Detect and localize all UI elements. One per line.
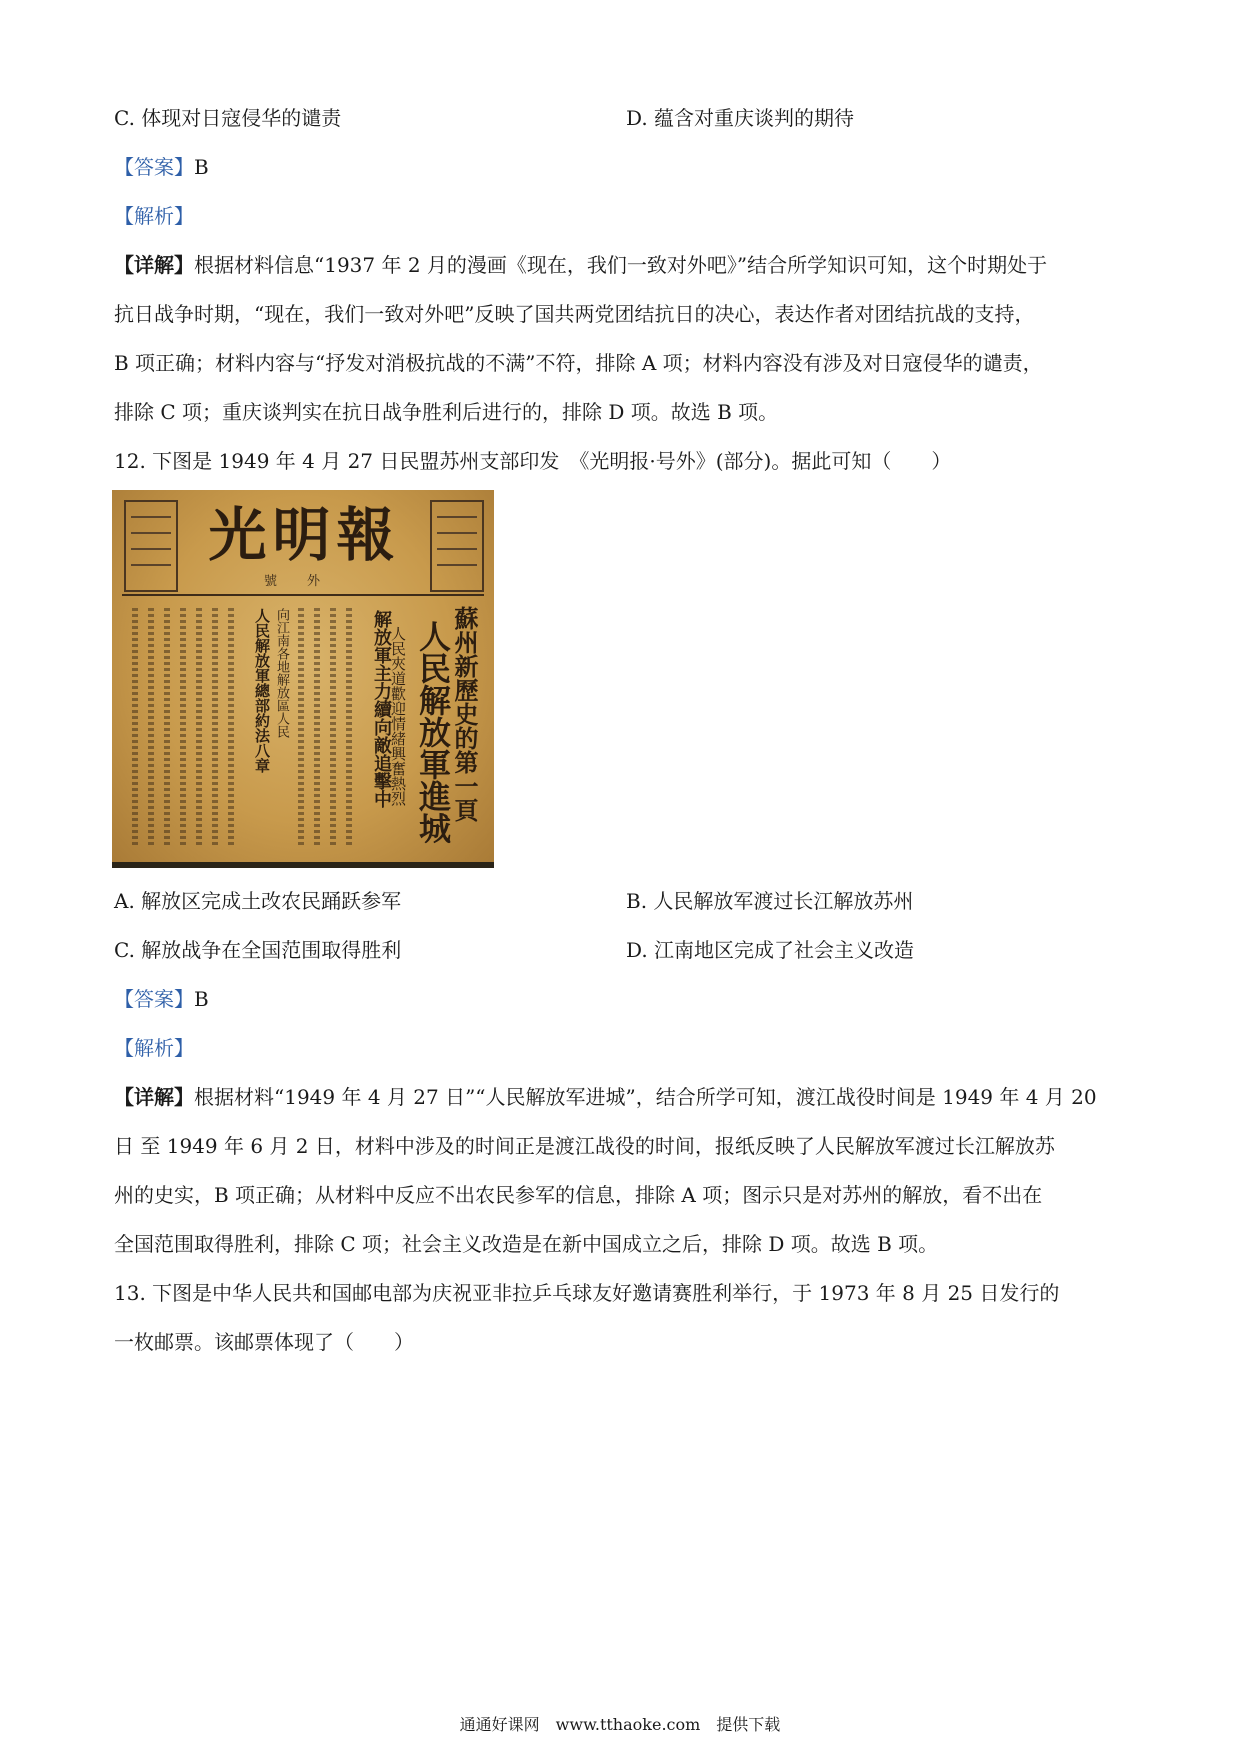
q12-option-a: A. 解放区完成土改农民踊跃参军: [114, 889, 402, 913]
headline-1: 蘇州新歷史的第一頁: [450, 606, 479, 822]
image-bottom-border: [112, 862, 494, 868]
q12-detail-line-2: 日 至 1949 年 6 月 2 日，材料中涉及的时间正是渡江战役的时间，报纸反映了人民解放军渡过长江解放苏: [114, 1134, 1055, 1158]
newspaper-subtitle: 號外: [263, 574, 350, 589]
q11-detail-line-4: 排除 C 项；重庆谈判实在抗日战争胜利后进行的，排除 D 项。故选 B 项。: [114, 400, 779, 424]
q11-option-d: D. 蕴含对重庆谈判的期待: [626, 106, 855, 130]
left-column-1: 向江南各地解放區人民: [274, 608, 289, 738]
detail-text: 根据材料“1949 年 4 月 27 日”“人民解放军进城”，结合所学可知，渡江战役时间是 1949 年 4 月 20: [194, 1085, 1097, 1109]
headline-3: 人民夾道歡迎情緒興奮熱烈: [389, 626, 407, 806]
detail-tag: 【详解】: [114, 253, 194, 277]
q12-stem: 12. 下图是 1949 年 4 月 27 日民盟苏州支部印发 《光明报·号外》(部分)。据此可知（ ）: [114, 449, 952, 473]
headline-2: 人民解放軍進城: [414, 620, 452, 844]
q12-detail-line-3: 州的史实，B 项正确；从材料中反应不出农民参军的信息，排除 A 项；图示只是对苏州的解放，看不出在: [114, 1183, 1043, 1207]
detail-text: 根据材料信息“1937 年 2 月的漫画《现在，我们一致对外吧》”结合所学知识可知，这个时期处于: [194, 253, 1048, 277]
q13-stem-line-1: 13. 下图是中华人民共和国邮电部为庆祝亚非拉乒乓球友好邀请赛胜利举行，于 1973 年 8 月 25 日发行的: [114, 1281, 1060, 1305]
q13-stem-line-2: 一枚邮票。该邮票体现了（ ）: [114, 1330, 414, 1354]
newspaper-masthead: 光明報: [208, 501, 401, 569]
masthead-rule: [122, 594, 484, 596]
q12-option-d: D. 江南地区完成了社会主义改造: [626, 938, 915, 962]
guangming-newspaper-image: [112, 490, 494, 868]
page-footer: 通通好课网 www.tthaoke.com 提供下载: [459, 1715, 781, 1734]
answer-value: B: [194, 987, 209, 1011]
right-ad-box: [430, 500, 484, 592]
left-column-2: 人民解放軍總部約法八章: [253, 608, 271, 773]
answer-tag: 【答案】: [114, 987, 194, 1011]
q12-detail-line-1: [114, 1083, 1097, 1111]
q12-analysis-tag: 【解析】: [114, 1036, 194, 1060]
q11-detail-line-3: B 项正确；材料内容与“抒发对消极抗战的不满”不符，排除 A 项；材料内容没有涉及对日寇侵华的谴责，: [114, 351, 1043, 375]
q12-answer: [114, 985, 209, 1013]
answer-tag: 【答案】: [114, 155, 194, 179]
q12-detail-line-4: 全国范围取得胜利，排除 C 项；社会主义改造是在新中国成立之后，排除 D 项。故选 B 项。: [114, 1232, 939, 1256]
q12-option-b: B. 人民解放军渡过长江解放苏州: [626, 889, 914, 913]
left-ad-box: [124, 500, 178, 592]
q11-detail-line-1: [114, 251, 1047, 279]
q11-answer: [114, 153, 209, 181]
q11-detail-line-2: 抗日战争时期，“现在，我们一致对外吧”反映了国共两党团结抗日的决心，表达作者对团结抗战的支持，: [114, 302, 1035, 326]
q12-option-c: C. 解放战争在全国范围取得胜利: [114, 938, 402, 962]
answer-value: B: [194, 155, 209, 179]
detail-tag: 【详解】: [114, 1085, 194, 1109]
headline-4: 解放軍主力續向敵追擊中: [371, 610, 392, 808]
q11-analysis-tag: 【解析】: [114, 204, 194, 228]
q11-option-c: C. 体现对日寇侵华的谴责: [114, 106, 342, 130]
